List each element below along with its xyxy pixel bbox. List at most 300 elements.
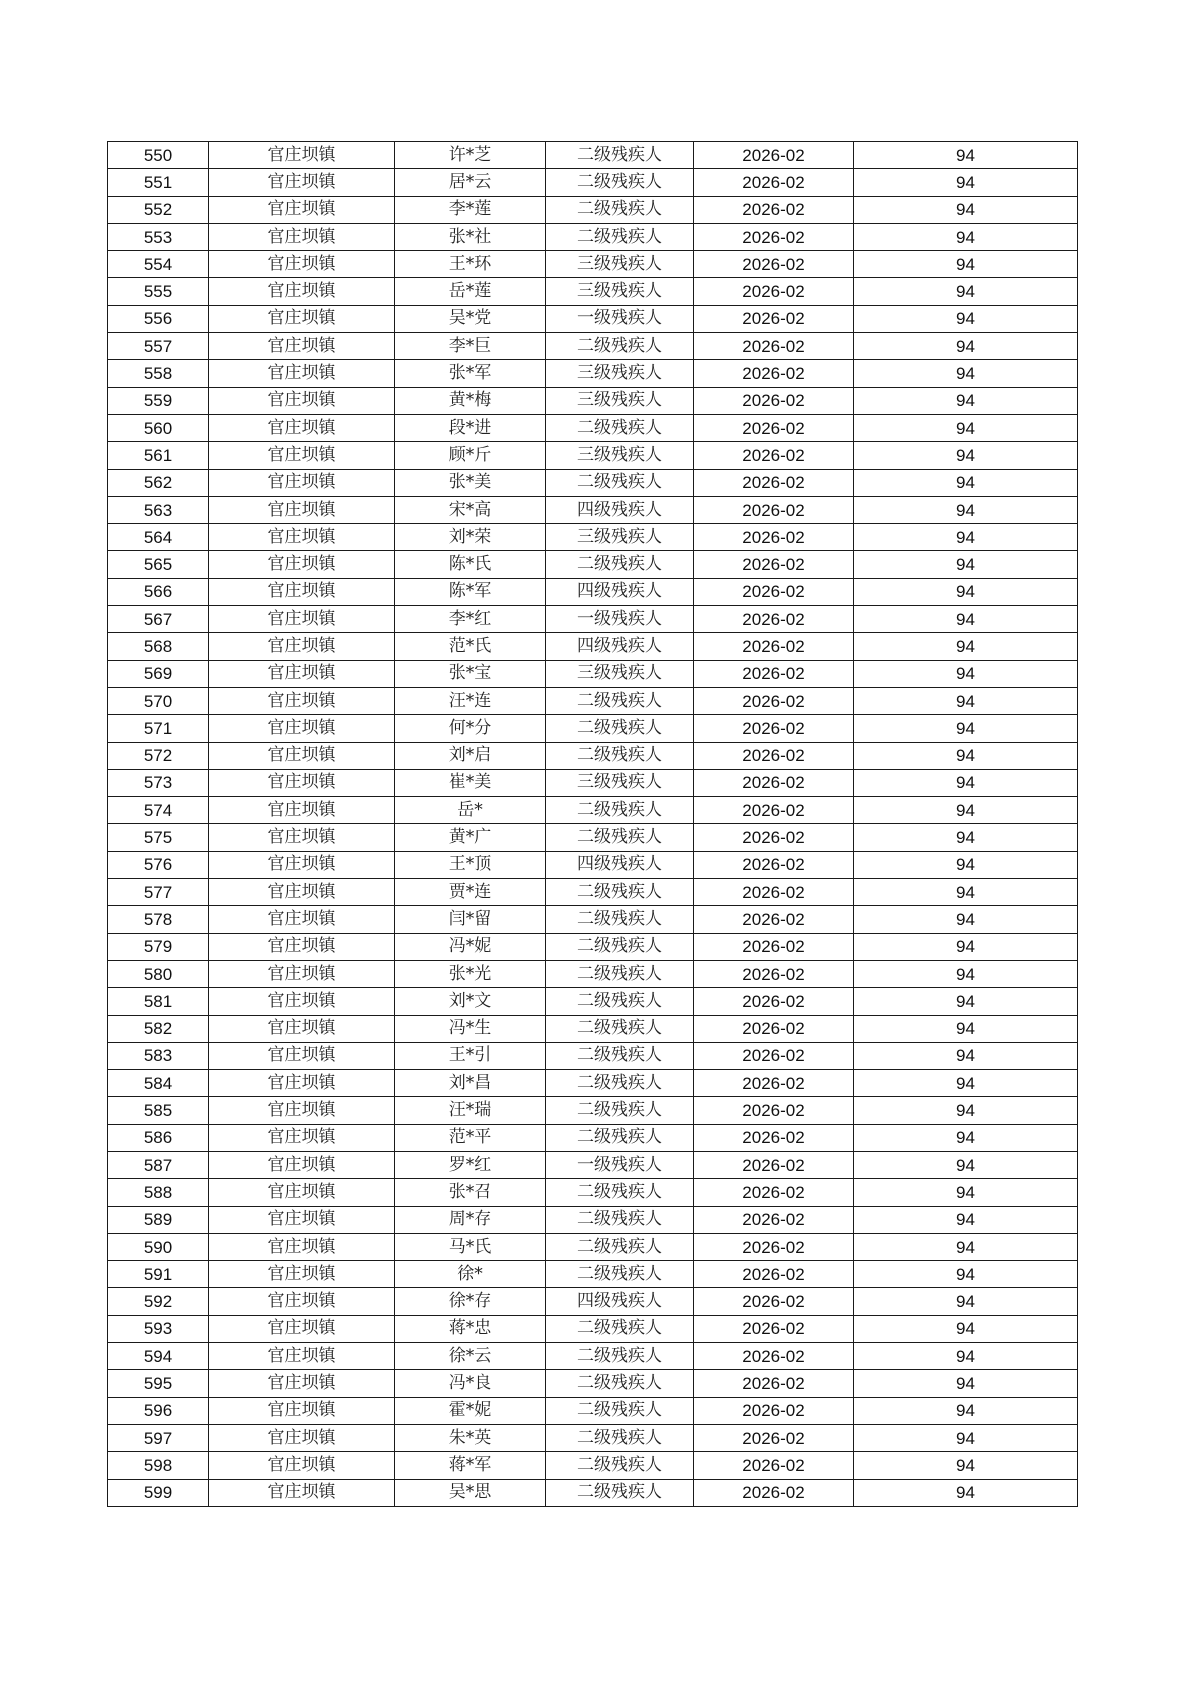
town-cell: 官庄坝镇 (209, 196, 395, 223)
month-cell: 2026-02 (694, 1042, 854, 1069)
serial-number-cell: 578 (108, 906, 209, 933)
disability-level-cell: 二级残疾人 (546, 797, 694, 824)
disability-level-cell: 一级残疾人 (546, 1151, 694, 1178)
table-row (108, 469, 1078, 496)
serial-number-cell: 556 (108, 305, 209, 332)
month-cell: 2026-02 (694, 1288, 854, 1315)
amount-cell: 94 (854, 715, 1078, 742)
name-cell: 刘*启 (395, 742, 546, 769)
month-cell: 2026-02 (694, 1097, 854, 1124)
name-cell: 王*引 (395, 1042, 546, 1069)
disability-level-cell: 三级残疾人 (546, 360, 694, 387)
month-cell: 2026-02 (694, 142, 854, 169)
table-row (108, 960, 1078, 987)
serial-number-cell: 594 (108, 1343, 209, 1370)
town-cell: 官庄坝镇 (209, 278, 395, 305)
table-row (108, 606, 1078, 633)
month-cell: 2026-02 (694, 1343, 854, 1370)
town-cell: 官庄坝镇 (209, 633, 395, 660)
month-cell: 2026-02 (694, 1261, 854, 1288)
disability-level-cell: 四级残疾人 (546, 851, 694, 878)
disability-level-cell: 二级残疾人 (546, 988, 694, 1015)
disability-level-cell: 二级残疾人 (546, 1397, 694, 1424)
disability-level-cell: 三级残疾人 (546, 660, 694, 687)
town-cell: 官庄坝镇 (209, 742, 395, 769)
disability-level-cell: 二级残疾人 (546, 169, 694, 196)
disability-level-cell: 二级残疾人 (546, 1315, 694, 1342)
amount-cell: 94 (854, 633, 1078, 660)
table-row (108, 1233, 1078, 1260)
serial-number-cell: 574 (108, 797, 209, 824)
table-row (108, 1179, 1078, 1206)
name-cell: 周*存 (395, 1206, 546, 1233)
town-cell: 官庄坝镇 (209, 960, 395, 987)
name-cell: 徐*云 (395, 1343, 546, 1370)
serial-number-cell: 560 (108, 414, 209, 441)
serial-number-cell: 551 (108, 169, 209, 196)
amount-cell: 94 (854, 524, 1078, 551)
month-cell: 2026-02 (694, 687, 854, 714)
amount-cell: 94 (854, 1179, 1078, 1206)
name-cell: 汪*瑞 (395, 1097, 546, 1124)
month-cell: 2026-02 (694, 578, 854, 605)
serial-number-cell: 553 (108, 223, 209, 250)
name-cell: 罗*红 (395, 1151, 546, 1178)
amount-cell: 94 (854, 1124, 1078, 1151)
disability-level-cell: 二级残疾人 (546, 196, 694, 223)
amount-cell: 94 (854, 496, 1078, 523)
month-cell: 2026-02 (694, 414, 854, 441)
month-cell: 2026-02 (694, 1015, 854, 1042)
name-cell: 冯*生 (395, 1015, 546, 1042)
table-row (108, 414, 1078, 441)
town-cell: 官庄坝镇 (209, 1179, 395, 1206)
name-cell: 蒋*忠 (395, 1315, 546, 1342)
serial-number-cell: 557 (108, 333, 209, 360)
amount-cell: 94 (854, 797, 1078, 824)
month-cell: 2026-02 (694, 333, 854, 360)
month-cell: 2026-02 (694, 1179, 854, 1206)
table-row (108, 660, 1078, 687)
month-cell: 2026-02 (694, 387, 854, 414)
town-cell: 官庄坝镇 (209, 223, 395, 250)
serial-number-cell: 575 (108, 824, 209, 851)
table-row (108, 496, 1078, 523)
serial-number-cell: 550 (108, 142, 209, 169)
month-cell: 2026-02 (694, 442, 854, 469)
month-cell: 2026-02 (694, 169, 854, 196)
amount-cell: 94 (854, 387, 1078, 414)
table-row (108, 169, 1078, 196)
name-cell: 张*宝 (395, 660, 546, 687)
beneficiary-table (107, 141, 1078, 1507)
amount-cell: 94 (854, 223, 1078, 250)
disability-level-cell: 二级残疾人 (546, 333, 694, 360)
name-cell: 李*莲 (395, 196, 546, 223)
table-row (108, 1424, 1078, 1451)
serial-number-cell: 568 (108, 633, 209, 660)
disability-level-cell: 二级残疾人 (546, 414, 694, 441)
name-cell: 张*光 (395, 960, 546, 987)
table-row (108, 797, 1078, 824)
serial-number-cell: 571 (108, 715, 209, 742)
table-row (108, 524, 1078, 551)
name-cell: 朱*英 (395, 1424, 546, 1451)
serial-number-cell: 589 (108, 1206, 209, 1233)
serial-number-cell: 563 (108, 496, 209, 523)
table-row (108, 1070, 1078, 1097)
amount-cell: 94 (854, 769, 1078, 796)
month-cell: 2026-02 (694, 524, 854, 551)
name-cell: 蒋*军 (395, 1452, 546, 1479)
amount-cell: 94 (854, 1233, 1078, 1260)
town-cell: 官庄坝镇 (209, 1206, 395, 1233)
serial-number-cell: 599 (108, 1479, 209, 1506)
town-cell: 官庄坝镇 (209, 414, 395, 441)
month-cell: 2026-02 (694, 606, 854, 633)
serial-number-cell: 586 (108, 1124, 209, 1151)
town-cell: 官庄坝镇 (209, 551, 395, 578)
disability-level-cell: 二级残疾人 (546, 1479, 694, 1506)
town-cell: 官庄坝镇 (209, 169, 395, 196)
table-row (108, 1151, 1078, 1178)
town-cell: 官庄坝镇 (209, 1370, 395, 1397)
name-cell: 马*氏 (395, 1233, 546, 1260)
amount-cell: 94 (854, 606, 1078, 633)
disability-level-cell: 二级残疾人 (546, 1343, 694, 1370)
disability-level-cell: 二级残疾人 (546, 1370, 694, 1397)
name-cell: 汪*连 (395, 687, 546, 714)
disability-level-cell: 二级残疾人 (546, 960, 694, 987)
town-cell: 官庄坝镇 (209, 469, 395, 496)
name-cell: 张*美 (395, 469, 546, 496)
disability-level-cell: 二级残疾人 (546, 1179, 694, 1206)
table-row (108, 1206, 1078, 1233)
table-row (108, 223, 1078, 250)
town-cell: 官庄坝镇 (209, 1343, 395, 1370)
month-cell: 2026-02 (694, 1124, 854, 1151)
name-cell: 冯*妮 (395, 933, 546, 960)
town-cell: 官庄坝镇 (209, 660, 395, 687)
name-cell: 何*分 (395, 715, 546, 742)
name-cell: 张*军 (395, 360, 546, 387)
month-cell: 2026-02 (694, 251, 854, 278)
table-row (108, 715, 1078, 742)
name-cell: 段*进 (395, 414, 546, 441)
month-cell: 2026-02 (694, 988, 854, 1015)
amount-cell: 94 (854, 551, 1078, 578)
table-row (108, 278, 1078, 305)
disability-level-cell: 二级残疾人 (546, 1233, 694, 1260)
name-cell: 冯*良 (395, 1370, 546, 1397)
name-cell: 张*社 (395, 223, 546, 250)
serial-number-cell: 591 (108, 1261, 209, 1288)
serial-number-cell: 554 (108, 251, 209, 278)
amount-cell: 94 (854, 1288, 1078, 1315)
table-row (108, 333, 1078, 360)
amount-cell: 94 (854, 1206, 1078, 1233)
month-cell: 2026-02 (694, 496, 854, 523)
name-cell: 霍*妮 (395, 1397, 546, 1424)
town-cell: 官庄坝镇 (209, 769, 395, 796)
serial-number-cell: 598 (108, 1452, 209, 1479)
town-cell: 官庄坝镇 (209, 578, 395, 605)
table-row (108, 196, 1078, 223)
disability-level-cell: 三级残疾人 (546, 251, 694, 278)
amount-cell: 94 (854, 988, 1078, 1015)
town-cell: 官庄坝镇 (209, 1233, 395, 1260)
serial-number-cell: 570 (108, 687, 209, 714)
town-cell: 官庄坝镇 (209, 879, 395, 906)
amount-cell: 94 (854, 1070, 1078, 1097)
month-cell: 2026-02 (694, 1397, 854, 1424)
table-row (108, 1479, 1078, 1506)
name-cell: 顾*斤 (395, 442, 546, 469)
serial-number-cell: 567 (108, 606, 209, 633)
disability-level-cell: 二级残疾人 (546, 142, 694, 169)
amount-cell: 94 (854, 687, 1078, 714)
month-cell: 2026-02 (694, 1424, 854, 1451)
name-cell: 刘*昌 (395, 1070, 546, 1097)
town-cell: 官庄坝镇 (209, 496, 395, 523)
serial-number-cell: 582 (108, 1015, 209, 1042)
amount-cell: 94 (854, 169, 1078, 196)
serial-number-cell: 558 (108, 360, 209, 387)
town-cell: 官庄坝镇 (209, 906, 395, 933)
table-row (108, 988, 1078, 1015)
town-cell: 官庄坝镇 (209, 851, 395, 878)
month-cell: 2026-02 (694, 879, 854, 906)
serial-number-cell: 587 (108, 1151, 209, 1178)
serial-number-cell: 595 (108, 1370, 209, 1397)
name-cell: 王*顶 (395, 851, 546, 878)
amount-cell: 94 (854, 1424, 1078, 1451)
disability-level-cell: 二级残疾人 (546, 469, 694, 496)
table-row (108, 142, 1078, 169)
amount-cell: 94 (854, 660, 1078, 687)
town-cell: 官庄坝镇 (209, 1070, 395, 1097)
disability-level-cell: 三级残疾人 (546, 769, 694, 796)
month-cell: 2026-02 (694, 223, 854, 250)
town-cell: 官庄坝镇 (209, 824, 395, 851)
table-row (108, 305, 1078, 332)
month-cell: 2026-02 (694, 1206, 854, 1233)
serial-number-cell: 576 (108, 851, 209, 878)
table-row (108, 1097, 1078, 1124)
amount-cell: 94 (854, 578, 1078, 605)
amount-cell: 94 (854, 1097, 1078, 1124)
town-cell: 官庄坝镇 (209, 442, 395, 469)
month-cell: 2026-02 (694, 824, 854, 851)
amount-cell: 94 (854, 879, 1078, 906)
name-cell: 刘*荣 (395, 524, 546, 551)
name-cell: 范*平 (395, 1124, 546, 1151)
table-row (108, 251, 1078, 278)
disability-level-cell: 四级残疾人 (546, 633, 694, 660)
amount-cell: 94 (854, 360, 1078, 387)
serial-number-cell: 596 (108, 1397, 209, 1424)
town-cell: 官庄坝镇 (209, 1151, 395, 1178)
town-cell: 官庄坝镇 (209, 387, 395, 414)
table-row (108, 1288, 1078, 1315)
table-row (108, 578, 1078, 605)
serial-number-cell: 555 (108, 278, 209, 305)
town-cell: 官庄坝镇 (209, 1315, 395, 1342)
serial-number-cell: 577 (108, 879, 209, 906)
table-row (108, 1452, 1078, 1479)
amount-cell: 94 (854, 960, 1078, 987)
amount-cell: 94 (854, 278, 1078, 305)
disability-level-cell: 二级残疾人 (546, 879, 694, 906)
amount-cell: 94 (854, 1479, 1078, 1506)
disability-level-cell: 二级残疾人 (546, 1124, 694, 1151)
town-cell: 官庄坝镇 (209, 1124, 395, 1151)
month-cell: 2026-02 (694, 360, 854, 387)
serial-number-cell: 564 (108, 524, 209, 551)
disability-level-cell: 三级残疾人 (546, 524, 694, 551)
month-cell: 2026-02 (694, 1151, 854, 1178)
month-cell: 2026-02 (694, 660, 854, 687)
disability-level-cell: 一级残疾人 (546, 305, 694, 332)
town-cell: 官庄坝镇 (209, 797, 395, 824)
month-cell: 2026-02 (694, 742, 854, 769)
disability-level-cell: 二级残疾人 (546, 1452, 694, 1479)
disability-level-cell: 二级残疾人 (546, 906, 694, 933)
table-row (108, 879, 1078, 906)
month-cell: 2026-02 (694, 906, 854, 933)
table-row (108, 1343, 1078, 1370)
town-cell: 官庄坝镇 (209, 1015, 395, 1042)
serial-number-cell: 562 (108, 469, 209, 496)
amount-cell: 94 (854, 1370, 1078, 1397)
month-cell: 2026-02 (694, 305, 854, 332)
serial-number-cell: 561 (108, 442, 209, 469)
serial-number-cell: 565 (108, 551, 209, 578)
name-cell: 刘*文 (395, 988, 546, 1015)
town-cell: 官庄坝镇 (209, 933, 395, 960)
disability-level-cell: 二级残疾人 (546, 742, 694, 769)
amount-cell: 94 (854, 1261, 1078, 1288)
amount-cell: 94 (854, 1315, 1078, 1342)
amount-cell: 94 (854, 1042, 1078, 1069)
serial-number-cell: 552 (108, 196, 209, 223)
town-cell: 官庄坝镇 (209, 360, 395, 387)
table-row (108, 687, 1078, 714)
month-cell: 2026-02 (694, 1370, 854, 1397)
town-cell: 官庄坝镇 (209, 1288, 395, 1315)
month-cell: 2026-02 (694, 1070, 854, 1097)
disability-level-cell: 二级残疾人 (546, 1424, 694, 1451)
disability-level-cell: 三级残疾人 (546, 387, 694, 414)
disability-level-cell: 一级残疾人 (546, 606, 694, 633)
name-cell: 徐* (395, 1261, 546, 1288)
amount-cell: 94 (854, 305, 1078, 332)
town-cell: 官庄坝镇 (209, 1097, 395, 1124)
amount-cell: 94 (854, 333, 1078, 360)
serial-number-cell: 579 (108, 933, 209, 960)
table-row (108, 1315, 1078, 1342)
table-row (108, 1370, 1078, 1397)
month-cell: 2026-02 (694, 1233, 854, 1260)
amount-cell: 94 (854, 442, 1078, 469)
disability-level-cell: 二级残疾人 (546, 1015, 694, 1042)
month-cell: 2026-02 (694, 469, 854, 496)
disability-level-cell: 二级残疾人 (546, 551, 694, 578)
name-cell: 贾*连 (395, 879, 546, 906)
name-cell: 闫*留 (395, 906, 546, 933)
month-cell: 2026-02 (694, 851, 854, 878)
table-row (108, 1124, 1078, 1151)
month-cell: 2026-02 (694, 715, 854, 742)
table-row (108, 769, 1078, 796)
disability-level-cell: 四级残疾人 (546, 1288, 694, 1315)
town-cell: 官庄坝镇 (209, 715, 395, 742)
serial-number-cell: 597 (108, 1424, 209, 1451)
table-row (108, 1042, 1078, 1069)
serial-number-cell: 573 (108, 769, 209, 796)
table-row (108, 742, 1078, 769)
disability-level-cell: 三级残疾人 (546, 278, 694, 305)
serial-number-cell: 559 (108, 387, 209, 414)
amount-cell: 94 (854, 142, 1078, 169)
name-cell: 吴*思 (395, 1479, 546, 1506)
table-body (108, 142, 1078, 1507)
amount-cell: 94 (854, 251, 1078, 278)
serial-number-cell: 585 (108, 1097, 209, 1124)
disability-level-cell: 二级残疾人 (546, 223, 694, 250)
town-cell: 官庄坝镇 (209, 305, 395, 332)
month-cell: 2026-02 (694, 933, 854, 960)
serial-number-cell: 592 (108, 1288, 209, 1315)
amount-cell: 94 (854, 1452, 1078, 1479)
name-cell: 王*环 (395, 251, 546, 278)
name-cell: 陈*军 (395, 578, 546, 605)
serial-number-cell: 566 (108, 578, 209, 605)
month-cell: 2026-02 (694, 551, 854, 578)
month-cell: 2026-02 (694, 633, 854, 660)
name-cell: 范*氏 (395, 633, 546, 660)
town-cell: 官庄坝镇 (209, 142, 395, 169)
name-cell: 崔*美 (395, 769, 546, 796)
name-cell: 黄*广 (395, 824, 546, 851)
month-cell: 2026-02 (694, 960, 854, 987)
serial-number-cell: 569 (108, 660, 209, 687)
table-row (108, 442, 1078, 469)
disability-level-cell: 二级残疾人 (546, 1070, 694, 1097)
table-row (108, 633, 1078, 660)
disability-level-cell: 二级残疾人 (546, 1206, 694, 1233)
month-cell: 2026-02 (694, 278, 854, 305)
serial-number-cell: 583 (108, 1042, 209, 1069)
amount-cell: 94 (854, 933, 1078, 960)
town-cell: 官庄坝镇 (209, 1452, 395, 1479)
disability-level-cell: 二级残疾人 (546, 1097, 694, 1124)
disability-level-cell: 四级残疾人 (546, 496, 694, 523)
town-cell: 官庄坝镇 (209, 251, 395, 278)
town-cell: 官庄坝镇 (209, 687, 395, 714)
name-cell: 陈*氏 (395, 551, 546, 578)
serial-number-cell: 590 (108, 1233, 209, 1260)
town-cell: 官庄坝镇 (209, 333, 395, 360)
amount-cell: 94 (854, 1343, 1078, 1370)
disability-level-cell: 二级残疾人 (546, 715, 694, 742)
month-cell: 2026-02 (694, 797, 854, 824)
town-cell: 官庄坝镇 (209, 524, 395, 551)
disability-level-cell: 二级残疾人 (546, 1042, 694, 1069)
disability-level-cell: 三级残疾人 (546, 442, 694, 469)
month-cell: 2026-02 (694, 1479, 854, 1506)
town-cell: 官庄坝镇 (209, 606, 395, 633)
